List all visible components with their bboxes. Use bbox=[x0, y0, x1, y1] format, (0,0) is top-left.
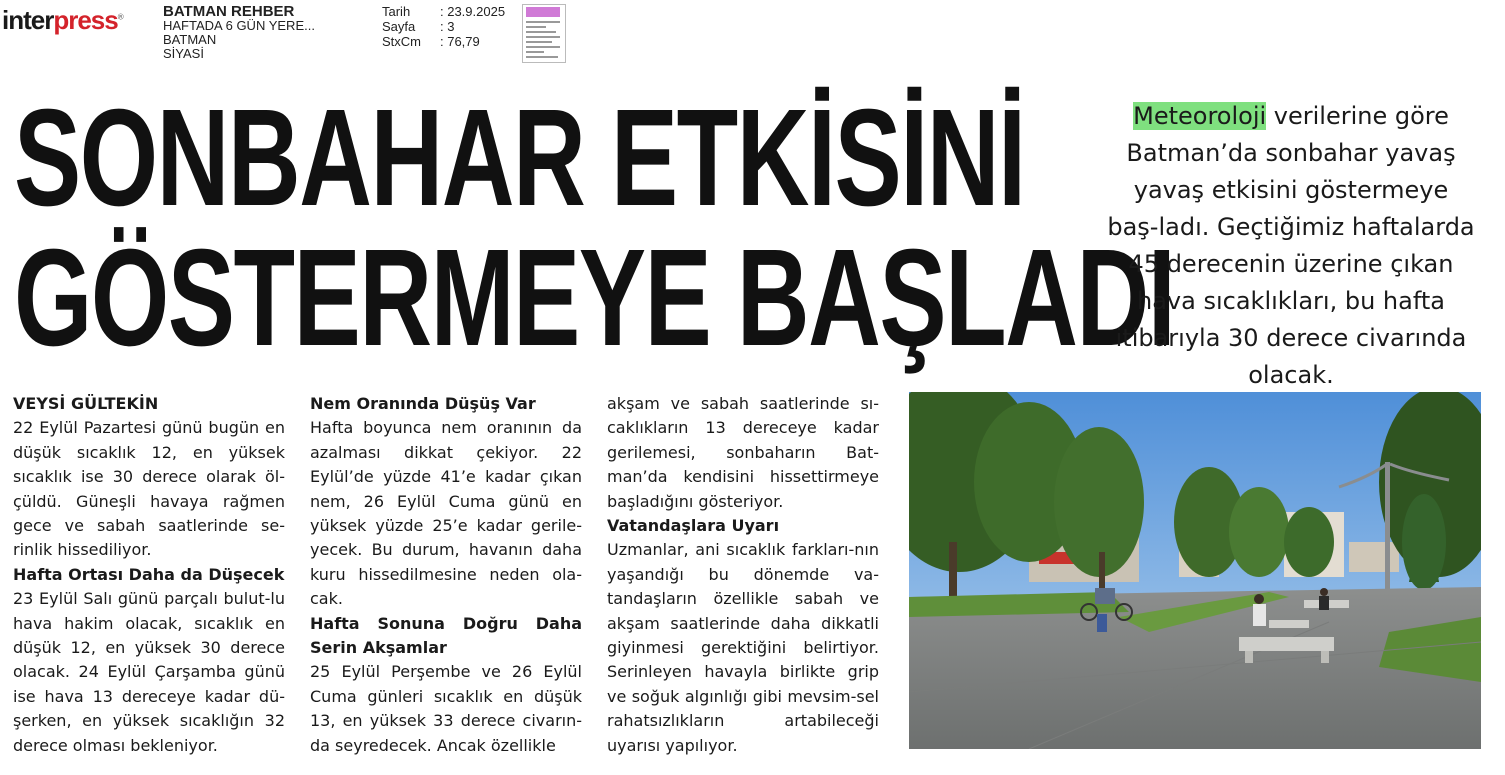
thumbnail-line bbox=[526, 31, 556, 33]
thumbnail-line bbox=[526, 26, 546, 28]
page-row bbox=[382, 19, 505, 34]
subheading: Nem Oranında Düşüş Var bbox=[310, 394, 536, 413]
article-column-1 bbox=[13, 392, 285, 758]
paragraph: Uzmanlar, ani sıcaklık farkları-nın yaşandığı bu dönemde va-tandaşların özellikle sabah ve akşam saatlerinde daha dikkatli giyinmesi gerektiğini belirtiyor. Serinleyen havayla birlikte grip ve soğuk algınlığı gibi mevsim-sel rahatsızlıkların artabileceği uyarısı yapılıyor. bbox=[607, 540, 879, 755]
stxcm-row bbox=[382, 34, 505, 49]
subheading: Hafta Sonuna Doğru Daha Serin Akşamlar bbox=[310, 613, 582, 658]
subheading: Hafta Ortası Daha da Düşecek bbox=[13, 564, 285, 584]
stxcm-label: StxCm bbox=[382, 34, 421, 49]
section: SİYASİ bbox=[163, 46, 204, 61]
thumbnail-line bbox=[526, 41, 552, 43]
article-column-3 bbox=[607, 392, 879, 758]
issue-line: HAFTADA 6 GÜN YERE... bbox=[163, 18, 315, 33]
logo-registered-mark: ® bbox=[117, 12, 123, 22]
date-value: : 23.9.2025 bbox=[440, 4, 506, 19]
street-photo bbox=[909, 392, 1481, 749]
article-deck bbox=[1106, 98, 1476, 394]
publication-info bbox=[163, 4, 315, 61]
clipping-meta bbox=[382, 4, 505, 49]
date-label: Tarih bbox=[382, 4, 411, 19]
page-thumbnail[interactable] bbox=[522, 4, 566, 63]
paragraph: 23 Eylül Salı günü parçalı bulut-lu hava hakim olacak, sıcaklık en düşük 12, en yüksek 30 derece olacak. 24 Eylül Çarşamba günü ise hava 13 dereceye kadar dü-şerken, en yüksek sıcaklığın 32 derece olması bekleniyor. bbox=[13, 589, 285, 755]
deck-text: verilerine göre Batman’da sonbahar yavaş yavaş etkisini göstermeye baş-ladı. Geçtiğimiz haftalarda 45 derecenin üzerine çıkan hava sıcaklıkları, bu hafta itibarıyla 30 derece civarında olacak. bbox=[1107, 102, 1475, 389]
page-label: Sayfa bbox=[382, 19, 416, 34]
street-photo-illustration bbox=[909, 392, 1481, 749]
logo-part-2: press bbox=[53, 5, 118, 35]
paragraph: 22 Eylül Pazartesi günü bugün en düşük sıcaklık 12, en yüksek sıcaklık ise 30 derece olarak öl-çüldü. Güneşli havaya rağmen gece ve sabah saatlerinde se-rinlik hissediliyor. bbox=[13, 418, 285, 560]
thumbnail-line bbox=[526, 36, 560, 38]
headline bbox=[14, 81, 1175, 375]
logo-part-1: inter bbox=[2, 5, 54, 35]
highlighted-keyword: Meteoroloji bbox=[1133, 102, 1267, 130]
author-byline: VEYSİ GÜLTEKİN bbox=[13, 394, 159, 413]
page-value: : 3 bbox=[440, 19, 455, 34]
stxcm-value: : 76,79 bbox=[440, 34, 480, 49]
thumbnail-line bbox=[526, 56, 558, 58]
publication-name: BATMAN REHBER bbox=[163, 3, 295, 20]
paragraph: akşam ve sabah saatlerinde sı-caklıkların 13 dereceye kadar gerilemesi, sonbaharın Bat-man’da kendisini hissettirmeye başladığını gösteriyor. bbox=[607, 394, 879, 511]
thumbnail-highlight bbox=[526, 7, 560, 17]
date-row bbox=[382, 4, 505, 19]
paragraph: Hafta boyunca nem oranının da azalması dikkat çekiyor. 22 Eylül’de yüzde 41’e kadar çıkan nem, 26 Eylül Cuma günü en yüksek yüzde 25’e kadar gerile-yecek. Bu durum, havanın daha kuru hissedilmesine neden ola-cak. bbox=[310, 418, 582, 609]
interpress-logo bbox=[2, 5, 123, 36]
article-column-2 bbox=[310, 392, 582, 758]
paragraph: 25 Eylül Perşembe ve 26 Eylül Cuma günleri sıcaklık en düşük 13, en yüksek 33 derece civarın-da seyredecek. Ancak özellikle bbox=[310, 662, 582, 755]
headline-line-2: GÖSTERMEYE BAŞLADI bbox=[14, 221, 1175, 375]
city: BATMAN bbox=[163, 32, 217, 47]
headline-line-1: SONBAHAR ETKİSİNİ bbox=[14, 81, 1025, 235]
thumbnail-line bbox=[526, 51, 544, 53]
thumbnail-line bbox=[526, 21, 560, 23]
thumbnail-line bbox=[526, 46, 560, 48]
subheading: Vatandaşlara Uyarı bbox=[607, 516, 780, 536]
